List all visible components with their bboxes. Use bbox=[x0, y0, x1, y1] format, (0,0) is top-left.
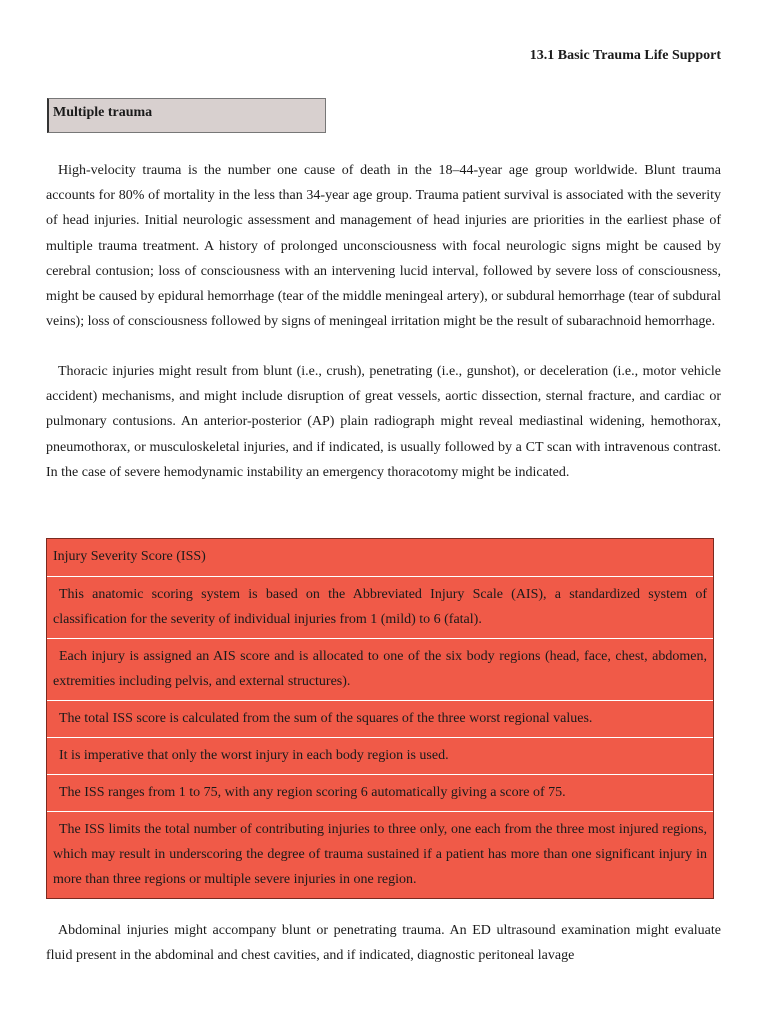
iss-table-row: The total ISS score is calculated from the sum of the squares of the three worst regional values. bbox=[47, 700, 713, 737]
paragraph-head-injuries: High-velocity trauma is the number one cause of death in the 18–44-year age group worldwide. Blunt trauma accounts for 80% of mortality in the less than 34-year age group. Trauma patient survival is associated with the severity of head injuries. Initial neurologic assessment and management of head injuries are priorities in the earliest phase of multiple trauma treatment. A history of prolonged unconsciousness with focal neurologic signs might be caused by cerebral contusion; loss of consciousness with an intervening lucid interval, followed by severe loss of consciousness, might be caused by epidural hemorrhage (tear of the middle meningeal artery), or subdural hemorrhage (tear of subdural veins); loss of consciousness followed by signs of meningeal irritation might be the result of subarachnoid hemorrhage. bbox=[46, 163, 721, 330]
paragraph-thoracic-injuries: Thoracic injuries might result from blunt (i.e., crush), penetrating (i.e., gunshot), or deceleration (i.e., motor vehicle accident) mechanisms, and might include disruption of great vessels, aortic dissection, sternal fracture, and cardiac or pulmonary contusions. An anterior-posterior (AP) plain radiograph might reveal mediastinal widening, hemothorax, pneumothorax, or musculoskeletal injuries, and if indicated, is usually followed by a CT scan with intravenous contrast. In the case of severe hemodynamic instability an emergency thoracotomy might be indicated. bbox=[46, 364, 721, 480]
iss-table-row: This anatomic scoring system is based on the Abbreviated Injury Scale (AIS), a standardized system of classification for the severity of individual injuries from 1 (mild) to 6 (fatal). bbox=[47, 576, 713, 638]
iss-table-row: The ISS limits the total number of contributing injuries to three only, one each from the three most injured regions, which may result in underscoring the degree of trauma sustained if a patient has more than one significant injury in more than three regions or multiple severe injuries in one region. bbox=[47, 811, 713, 898]
iss-table-title: Injury Severity Score (ISS) bbox=[53, 549, 206, 564]
iss-table-row: The ISS ranges from 1 to 75, with any region scoring 6 automatically giving a score of 75. bbox=[47, 774, 713, 811]
iss-table bbox=[46, 538, 714, 899]
section-title: Multiple trauma bbox=[47, 98, 326, 133]
iss-table-row: It is imperative that only the worst injury in each body region is used. bbox=[47, 737, 713, 774]
iss-table-row: Each injury is assigned an AIS score and is allocated to one of the six body regions (head, face, chest, abdomen, extremities including pelvis, and external structures). bbox=[47, 638, 713, 700]
running-head: 13.1 Basic Trauma Life Support bbox=[529, 48, 721, 63]
paragraph-abdominal-injuries: Abdominal injuries might accompany blunt or penetrating trauma. An ED ultrasound examination might evaluate fluid present in the abdominal and chest cavities, and if indicated, diagnostic peritoneal lavage bbox=[46, 923, 721, 964]
